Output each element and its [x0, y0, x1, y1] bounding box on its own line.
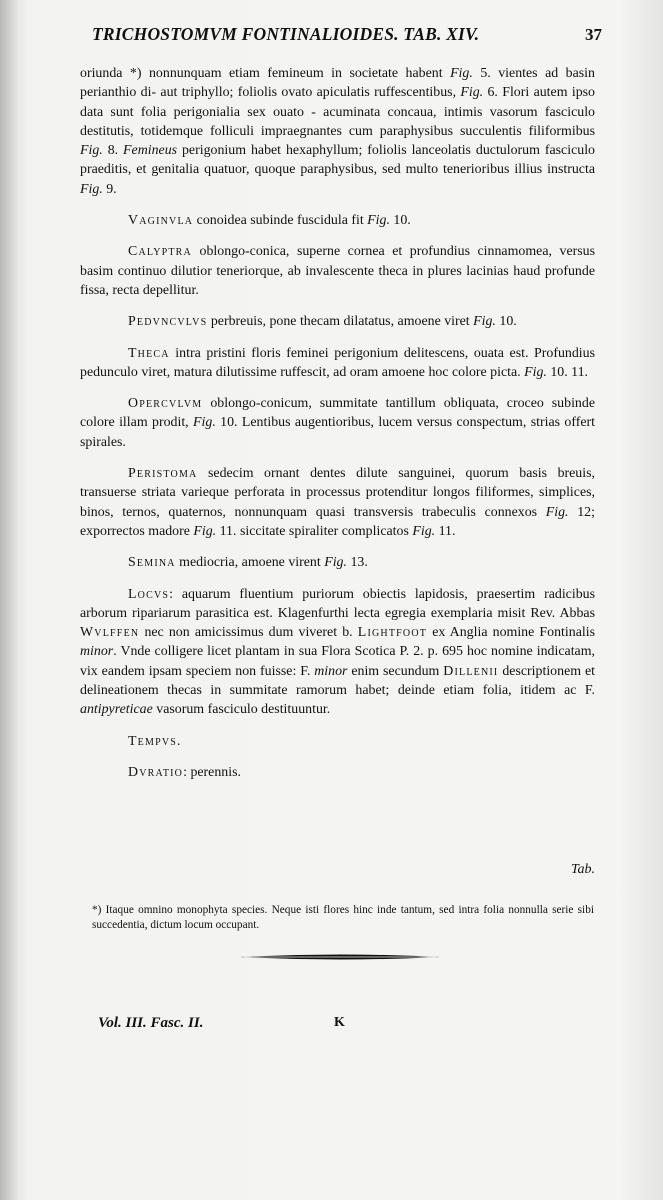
term-operculum: Opercvlvm	[128, 396, 203, 412]
paragraph-vaginula: Vaginvla conoidea subinde fuscidula fit Fig. 10.	[128, 213, 411, 229]
paragraph-operculum: Opercvlvm oblongo-conicum, summitate tantillum obliquata, croceo subinde colore illam prodit, Fig. 10. Lentibus augentioribus, lucem versus conspectum, strias offert spirales.	[80, 396, 595, 450]
page-footer	[98, 1015, 398, 1037]
paragraph-flower: oriunda *) nonnunquam etiam femineum in societate habent Fig. 5. vientes ad basin perianthio di- aut triphyllo; foliolis ovato apiculatis ruffescentibus, Fig. 6. Flori autem ipso data sunt folia perigonialia sex ouato - acuminata concaua, intimis vasorum fasciculo destitutis, totidemque folliculi impraegnantes cum paraphysibus succulentis filiformibus Fig. 8. Femineus perigonium habet hexaphyllum; foliolis lanceolatis ductulorum fasciculo praeditis, et genitalia quatuor, quoque paraphysibus, sed multo tenerioribus illius instructa Fig. 9.	[80, 66, 595, 197]
term-vaginula: Vaginvla	[128, 213, 194, 229]
term-peristoma: Peristoma	[128, 466, 198, 482]
page-edge-shadow	[0, 0, 18, 1200]
term-theca: Theca	[128, 345, 170, 361]
paragraph-tempus	[80, 732, 595, 751]
volume-label: Vol. III. Fasc. II.	[98, 1015, 204, 1031]
footnote: *) Itaque omnino monophyta species. Neque isti flores hinc inde tantum, sed intra folia nonnulla serie sibi succedentia, dictum locum occupant.	[92, 904, 594, 931]
signature-mark: K	[334, 1015, 345, 1030]
paragraph-semina: Semina mediocria, amoene virent Fig. 13.	[128, 555, 368, 571]
paragraph-calyptra: Calyptra oblongo-conica, superne cornea et profundius cinnamomea, versus basim continuo dilutior teneriorque, ab invalescente theca in plures lacinias haud profunde fissa, recta depellitur.	[80, 244, 595, 298]
catchword: Tab.	[570, 862, 595, 877]
term-semina: Semina	[128, 555, 176, 571]
main-text	[80, 64, 595, 794]
ornamental-rule	[240, 953, 440, 961]
term-locus: Locvs	[128, 586, 170, 602]
paragraph-peristoma: Peristoma sedecim ornant dentes dilute sanguinei, quorum basis breuis, transuerse striata varieque perforata in processus protenditur longos filiformes, simplices, binos, ternos, quaternos, nonnunquam quasi transversis trabeculis connexos Fig. 12; exporrectos madore Fig. 11. siccitate spiraliter complicatos Fig. 11.	[80, 466, 595, 539]
page-number: 37	[585, 25, 602, 44]
term-pedunculus: Pedvncvlvs	[128, 314, 208, 330]
term-tempus: Tempvs.	[128, 733, 182, 749]
running-title: TRICHOSTOMVM FONTINALIOIDES. TAB. XIV.	[92, 24, 480, 44]
paragraph-duratio: Dvratio: perennis.	[128, 764, 241, 780]
term-duratio: Dvratio	[128, 764, 184, 780]
term-calyptra: Calyptra	[128, 244, 192, 260]
paragraph-locus: Locvs: aquarum fluentium puriorum obiectis lapidosis, praesertim radicibus arborum ripariarum parasitica est. Klagenfurthi lecta egregia exemplaria misit Rev. Abbas Wvlffen nec non amicissimus dum viveret b. Lightfoot ex Anglia nomine Fontinalis minor. Vnde colligere licet plantam in sua Flora Scotica P. 2. p. 695 hoc nomine indicatam, vix eandem ipsam speciem non fuisse: F. minor enim secundum Dillenii descriptionem et delineationem thecas in summitate ramorum habet; deinde etiam folia, itidem ac F. antipyreticae vasorum fasciculo destituuntur.	[80, 586, 595, 718]
running-header	[92, 24, 602, 50]
paragraph-theca: Theca intra pristini floris feminei perigonium delitescens, ouata est. Profundius pedunculo viret, matura dilutissime ruffescit, ad oram amoene hoc colore picta. Fig. 10. 11.	[80, 345, 595, 380]
paragraph-pedunculus: Pedvncvlvs perbreuis, pone thecam dilatatus, amoene viret Fig. 10.	[128, 314, 517, 330]
